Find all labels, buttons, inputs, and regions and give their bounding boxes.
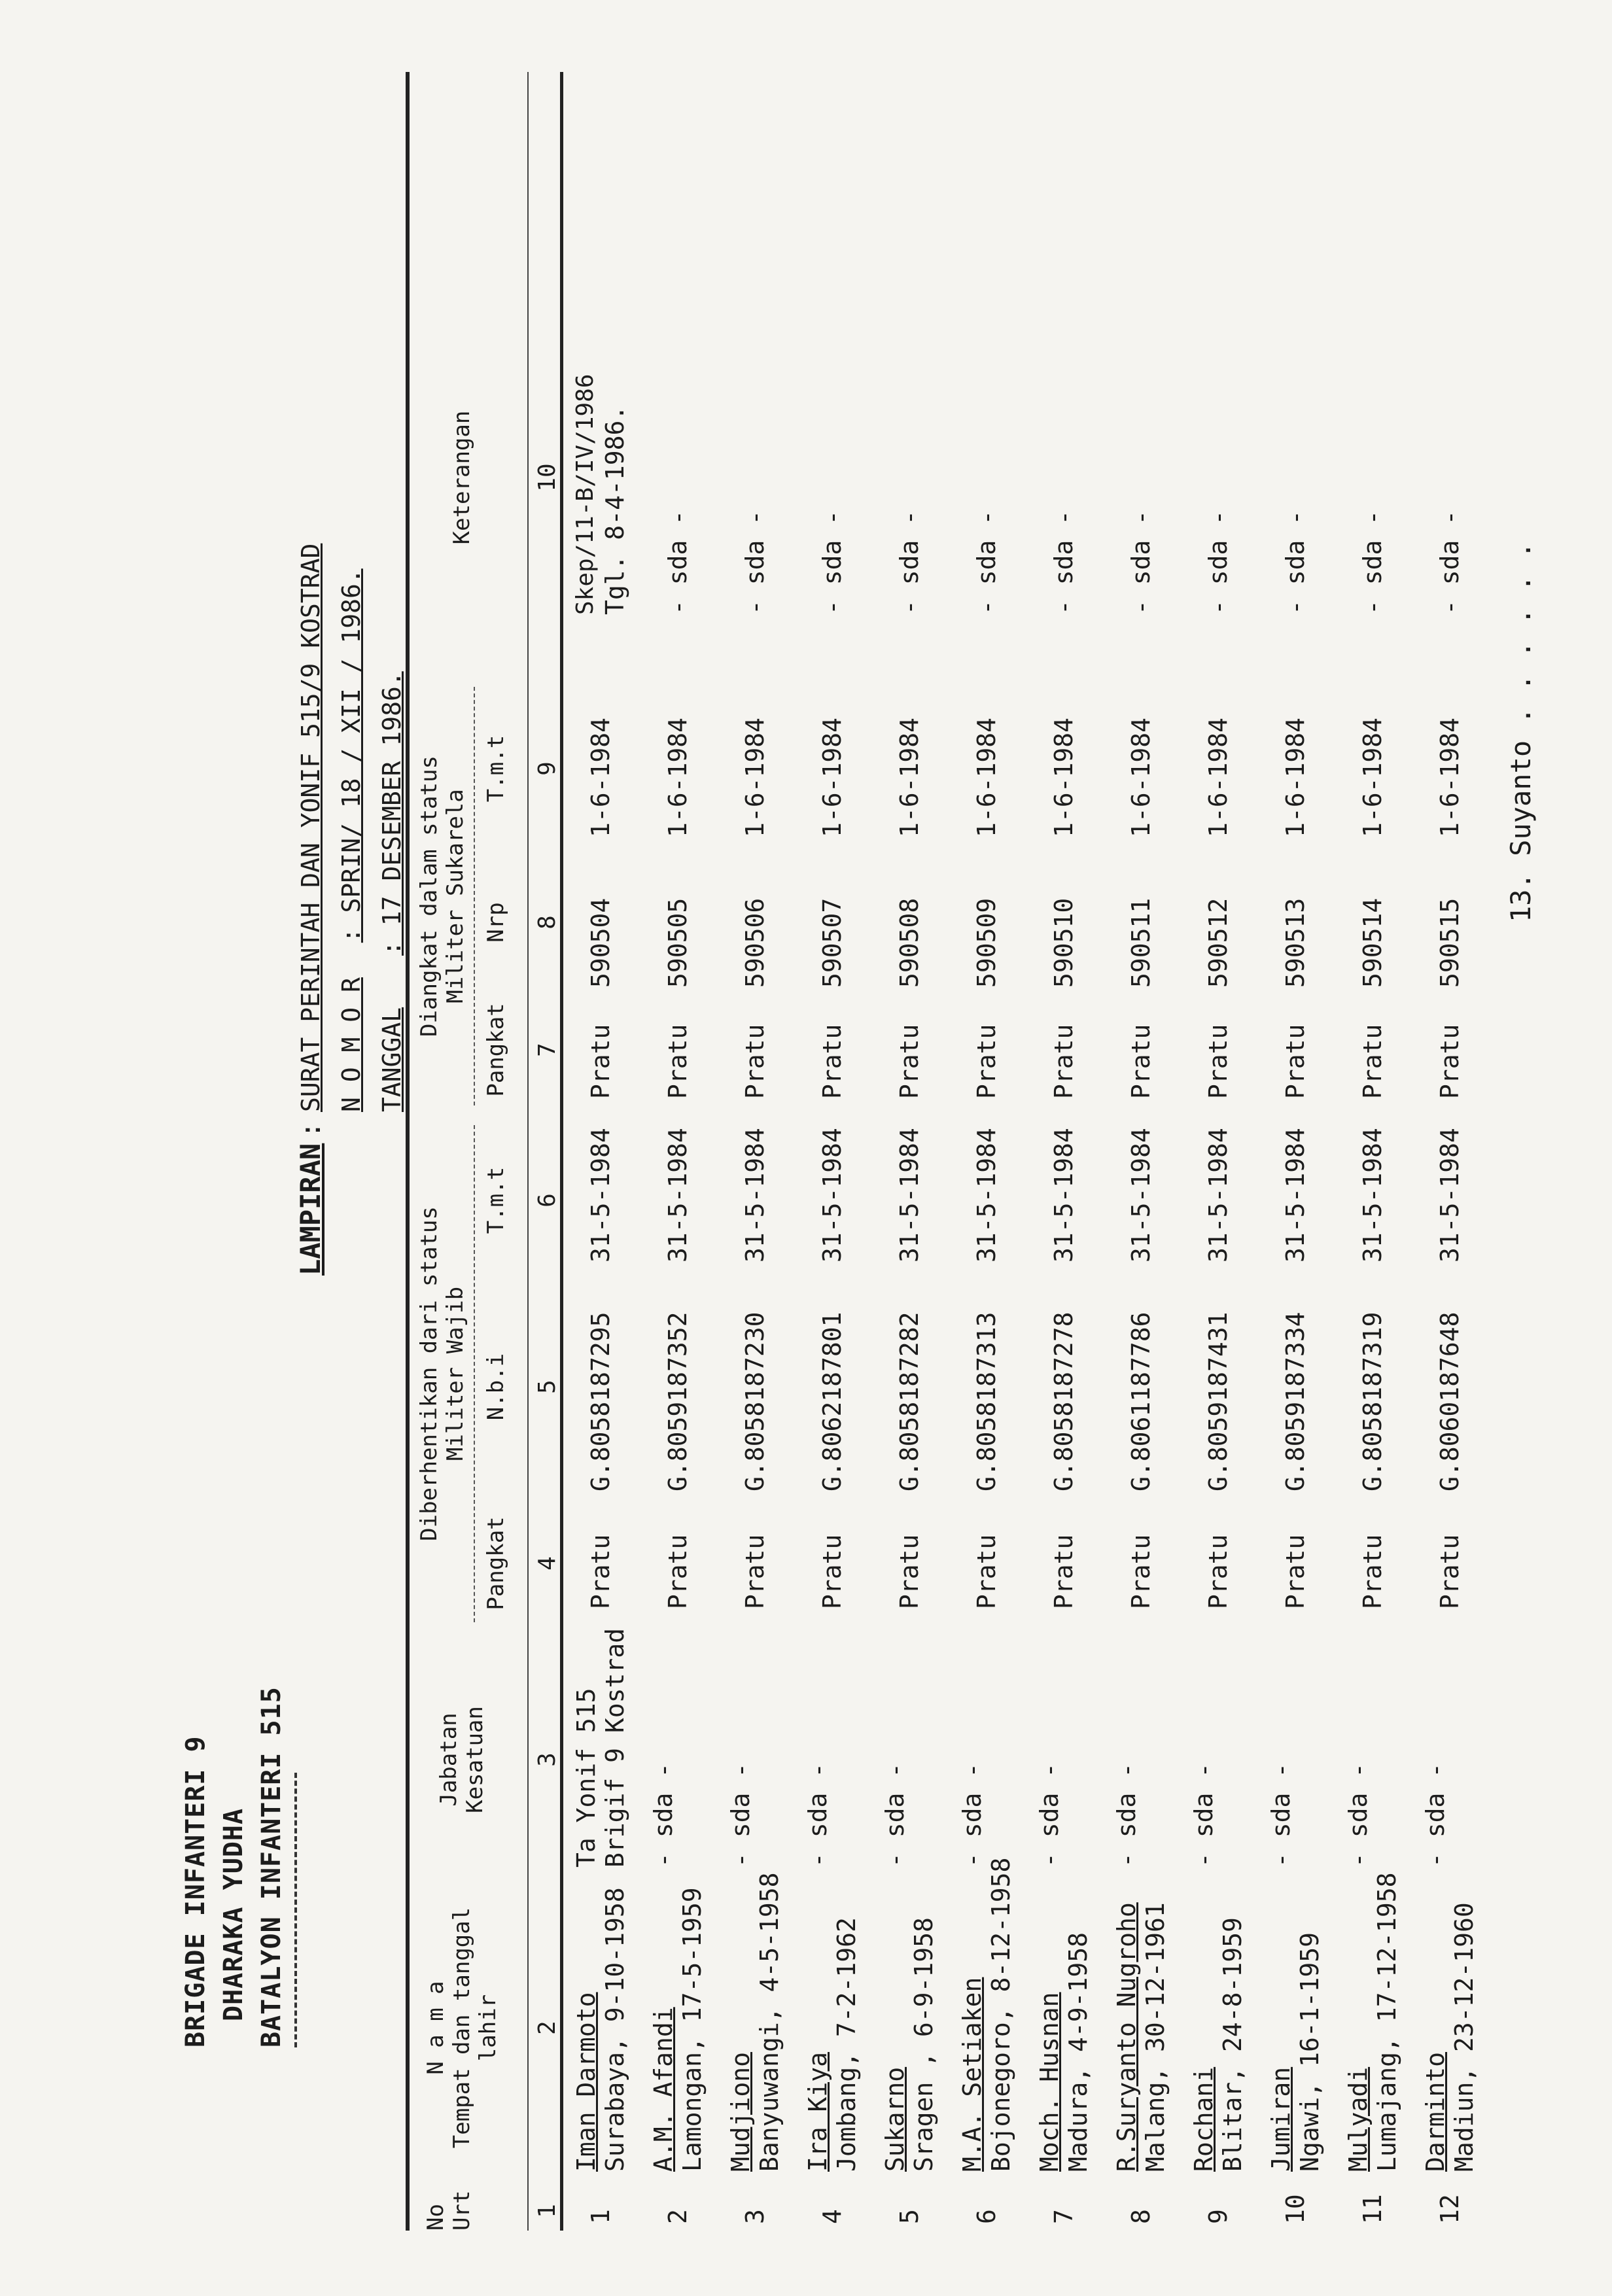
header-no-line1: No bbox=[423, 2204, 449, 2231]
cell-tmt-new: 1-6-1984 bbox=[1049, 717, 1078, 837]
cell-jabatan-line1: - sda - bbox=[1035, 1762, 1064, 1868]
table-row bbox=[724, 72, 797, 2231]
cell-keterangan-line1: - sda - bbox=[972, 510, 1001, 615]
cell-jabatan-line1: - sda - bbox=[1112, 1762, 1141, 1868]
cell-birth: Malang, 30-12-1961 bbox=[1141, 1902, 1170, 2172]
header-nama-line3: lahir bbox=[475, 1994, 501, 2062]
organization-header bbox=[177, 1686, 297, 2047]
cell-rank-new: Pratu bbox=[663, 1024, 692, 1099]
cell-rank-new: Pratu bbox=[1435, 1024, 1464, 1099]
table-row bbox=[569, 72, 643, 2231]
header-pangkat-new: Pangkat bbox=[483, 1003, 509, 1097]
cell-tmt-new: 1-6-1984 bbox=[895, 717, 924, 837]
cell-nrp: 590505 bbox=[663, 897, 692, 988]
cell-nbi: G.8059187352 bbox=[663, 1312, 692, 1491]
cell-rank-old: Pratu bbox=[972, 1534, 1001, 1609]
cell-nrp: 590513 bbox=[1281, 897, 1310, 988]
table-row bbox=[955, 72, 1029, 2231]
cell-keterangan-line1: - sda - bbox=[663, 510, 692, 615]
cell-keterangan-line1: - sda - bbox=[1435, 510, 1464, 615]
cell-nbi: G.8060187648 bbox=[1435, 1312, 1464, 1491]
header-nrp: Nrp bbox=[483, 902, 509, 943]
cell-birth: Lamongan, 17-5-1959 bbox=[678, 1887, 707, 2172]
table-row bbox=[878, 72, 952, 2231]
table-row bbox=[646, 72, 720, 2231]
cell-tmt-old: 31-5-1984 bbox=[663, 1128, 692, 1262]
cell-tmt-new: 1-6-1984 bbox=[1204, 717, 1233, 837]
header-no-line2: Urt bbox=[449, 2190, 475, 2231]
header-jabatan-line1: Jabatan bbox=[436, 1713, 462, 1807]
cell-tmt-old: 31-5-1984 bbox=[1281, 1128, 1310, 1262]
cell-nbi: G.8059187431 bbox=[1204, 1312, 1233, 1491]
table-row bbox=[1418, 72, 1492, 2231]
cell-jabatan-line1: - sda - bbox=[1344, 1762, 1373, 1868]
attachment-label: LAMPIRAN bbox=[294, 1143, 326, 1276]
org-line-2: DHARAKA YUDHA bbox=[219, 1807, 249, 2021]
cell-row-number: 10 bbox=[1281, 2194, 1310, 2224]
header-diangkat bbox=[416, 687, 468, 1105]
cell-keterangan-line1: - sda - bbox=[741, 510, 769, 615]
cell-jabatan-line1: - sda - bbox=[803, 1762, 832, 1868]
cell-tmt-old: 31-5-1984 bbox=[1358, 1128, 1387, 1262]
cell-nbi: G.8058187278 bbox=[1049, 1312, 1078, 1491]
col-number-5: 5 bbox=[534, 1380, 561, 1394]
cell-name: Mulyadi bbox=[1344, 2066, 1373, 2172]
header-diangkat-line1: Diangkat dalam status bbox=[416, 756, 442, 1037]
cell-nbi: G.8058187282 bbox=[895, 1312, 924, 1491]
cell-tmt-old: 31-5-1984 bbox=[1127, 1128, 1155, 1262]
header-group-rule-right bbox=[474, 687, 475, 1105]
cell-tmt-old: 31-5-1984 bbox=[1204, 1128, 1233, 1262]
cell-birth: Ngawi, 16-1-1959 bbox=[1295, 1932, 1324, 2172]
cell-nrp: 590509 bbox=[972, 897, 1001, 988]
cell-rank-old: Pratu bbox=[895, 1534, 924, 1609]
cell-birth: Sragen , 6-9-1958 bbox=[909, 1917, 938, 2172]
header-group-rule-left bbox=[474, 1125, 475, 1622]
cell-birth: Madura, 4-9-1958 bbox=[1064, 1932, 1093, 2172]
cell-rank-old: Pratu bbox=[741, 1534, 769, 1609]
cell-tmt-old: 31-5-1984 bbox=[818, 1128, 847, 1262]
cell-nrp: 590511 bbox=[1127, 897, 1155, 988]
tanggal-value: : 17 DESEMBER 1986. bbox=[377, 671, 406, 956]
cell-row-number: 3 bbox=[741, 2209, 769, 2224]
cell-tmt-old: 31-5-1984 bbox=[972, 1128, 1001, 1262]
header-tmt: T.m.t bbox=[483, 1166, 509, 1234]
cell-name: R.Suryanto Nugroho bbox=[1112, 1902, 1141, 2172]
col-number-8: 8 bbox=[534, 915, 561, 930]
cell-birth: Madiun, 23-12-1960 bbox=[1450, 1902, 1479, 2172]
cell-rank-old: Pratu bbox=[1204, 1534, 1233, 1609]
cell-rank-new: Pratu bbox=[741, 1024, 769, 1099]
cell-keterangan-line1: - sda - bbox=[818, 510, 847, 615]
cell-tmt-new: 1-6-1984 bbox=[1127, 717, 1155, 837]
cell-keterangan-line1: - sda - bbox=[1049, 510, 1078, 615]
cell-jabatan-line1: - sda - bbox=[1267, 1762, 1295, 1868]
header-nbi: N.b.i bbox=[483, 1353, 509, 1421]
cell-rank-new: Pratu bbox=[818, 1024, 847, 1099]
cell-row-number: 6 bbox=[972, 2209, 1001, 2224]
cell-birth: Surabaya, 9-10-1958 bbox=[601, 1887, 629, 2172]
tanggal-label: TANGGAL bbox=[377, 1007, 406, 1112]
cell-nrp: 590510 bbox=[1049, 897, 1078, 988]
cell-name: Rochani bbox=[1189, 2066, 1218, 2172]
cell-nrp: 590507 bbox=[818, 897, 847, 988]
cell-rank-new: Pratu bbox=[1127, 1024, 1155, 1099]
cell-jabatan-line1: Ta Yonif 515 bbox=[572, 1688, 601, 1868]
header-diberhentikan-line1: Diberhentikan dari status bbox=[416, 1206, 442, 1541]
cell-tmt-old: 31-5-1984 bbox=[1435, 1128, 1464, 1262]
header-no bbox=[423, 2185, 475, 2231]
table-row bbox=[1187, 72, 1261, 2231]
cell-name: Mudjiono bbox=[726, 2051, 755, 2172]
cell-nbi: G.8058187295 bbox=[586, 1312, 615, 1491]
cell-name: Iman Darmoto bbox=[572, 1992, 601, 2172]
cell-birth: Bojonegoro, 8-12-1958 bbox=[987, 1857, 1015, 2172]
table-row bbox=[801, 72, 875, 2231]
cell-rank-old: Pratu bbox=[663, 1534, 692, 1609]
cell-row-number: 8 bbox=[1127, 2209, 1155, 2224]
cell-rank-new: Pratu bbox=[972, 1024, 1001, 1099]
nomor-value: : SPRIN/ 18 / XII / 1986. bbox=[337, 568, 366, 943]
col-number-4: 4 bbox=[534, 1556, 561, 1571]
cell-rank-new: Pratu bbox=[1049, 1024, 1078, 1099]
cell-nbi: G.8059187334 bbox=[1281, 1312, 1310, 1491]
cell-birth: Jombang, 7-2-1962 bbox=[832, 1917, 861, 2172]
cell-rank-new: Pratu bbox=[1358, 1024, 1387, 1099]
cell-keterangan-line1: - sda - bbox=[895, 510, 924, 615]
header-diberhentikan-line2: Militer Wajib bbox=[442, 1286, 468, 1461]
cell-rank-old: Pratu bbox=[586, 1534, 615, 1609]
cell-tmt-new: 1-6-1984 bbox=[741, 717, 769, 837]
continuation-note: 13. Suyanto . . . . . . bbox=[1505, 542, 1537, 922]
cell-name: Ira Kiya bbox=[803, 2051, 832, 2172]
cell-tmt-new: 1-6-1984 bbox=[818, 717, 847, 837]
cell-keterangan-line1: - sda - bbox=[1127, 510, 1155, 615]
cell-jabatan-line1: - sda - bbox=[726, 1762, 755, 1868]
cell-keterangan-line1: - sda - bbox=[1358, 510, 1387, 615]
cell-nbi: G.8058187319 bbox=[1358, 1312, 1387, 1491]
org-line-3: BATALYON INFANTERI 515 bbox=[256, 1686, 287, 2047]
cell-row-number: 7 bbox=[1049, 2209, 1078, 2224]
org-line-1: BRIGADE INFANTERI 9 bbox=[181, 1735, 211, 2047]
cell-name: A.M. Afandi bbox=[649, 2007, 678, 2172]
cell-rank-old: Pratu bbox=[1435, 1534, 1464, 1609]
cell-jabatan-line1: - sda - bbox=[649, 1762, 678, 1868]
cell-jabatan-line1: - sda - bbox=[881, 1762, 909, 1868]
cell-row-number: 5 bbox=[895, 2209, 924, 2224]
cell-name: Sukarno bbox=[881, 2066, 909, 2172]
cell-nrp: 590514 bbox=[1358, 897, 1387, 988]
cell-tmt-old: 31-5-1984 bbox=[895, 1128, 924, 1262]
cell-tmt-new: 1-6-1984 bbox=[972, 717, 1001, 837]
header-tmt-new: T.m.t bbox=[483, 735, 509, 803]
cell-name: Moch. Husnan bbox=[1035, 1992, 1064, 2172]
header-jabatan bbox=[436, 1652, 488, 1868]
header-keterangan: Keterangan bbox=[449, 410, 475, 545]
cell-nbi: G.8058187230 bbox=[741, 1312, 769, 1491]
cell-jabatan-line1: - sda - bbox=[958, 1762, 987, 1868]
cell-tmt-new: 1-6-1984 bbox=[1358, 717, 1387, 837]
cell-tmt-old: 31-5-1984 bbox=[741, 1128, 769, 1262]
cell-nrp: 590512 bbox=[1204, 897, 1233, 988]
header-jabatan-line2: Kesatuan bbox=[462, 1706, 488, 1813]
table-row bbox=[1110, 72, 1183, 2231]
cell-rank-old: Pratu bbox=[818, 1534, 847, 1609]
cell-row-number: 9 bbox=[1204, 2209, 1233, 2224]
header-nama bbox=[423, 1884, 501, 2172]
cell-rank-old: Pratu bbox=[1049, 1534, 1078, 1609]
cell-tmt-old: 31-5-1984 bbox=[1049, 1128, 1078, 1262]
cell-tmt-new: 1-6-1984 bbox=[586, 717, 615, 837]
cell-tmt-new: 1-6-1984 bbox=[1281, 717, 1310, 837]
cell-nrp: 590504 bbox=[586, 897, 615, 988]
cell-jabatan-line1: - sda - bbox=[1421, 1762, 1450, 1868]
col-number-1: 1 bbox=[534, 2204, 561, 2218]
nomor-label: N O M O R bbox=[337, 977, 366, 1112]
header-nama-line2: Tempat dan tanggal bbox=[449, 1907, 475, 2149]
col-number-2: 2 bbox=[534, 2021, 561, 2035]
cell-birth: Banyuwangi, 4-5-1958 bbox=[755, 1872, 784, 2172]
cell-nbi: G.8062187801 bbox=[818, 1312, 847, 1491]
col-number-7: 7 bbox=[534, 1043, 561, 1057]
cell-row-number: 12 bbox=[1435, 2194, 1464, 2224]
cell-tmt-new: 1-6-1984 bbox=[1435, 717, 1464, 837]
cell-birth: Lumajang, 17-12-1958 bbox=[1373, 1872, 1401, 2172]
cell-rank-old: Pratu bbox=[1127, 1534, 1155, 1609]
cell-name: M.A. Setiaken bbox=[958, 1977, 987, 2172]
col-number-10: 10 bbox=[534, 463, 561, 492]
cell-name: Jumiran bbox=[1267, 2066, 1295, 2172]
table-row bbox=[1264, 72, 1338, 2231]
cell-keterangan-line1: - sda - bbox=[1281, 510, 1310, 615]
col-number-9: 9 bbox=[534, 761, 561, 776]
table-header bbox=[406, 72, 563, 2231]
cell-rank-new: Pratu bbox=[1281, 1024, 1310, 1099]
cell-tmt-new: 1-6-1984 bbox=[663, 717, 692, 837]
header-diberhentikan bbox=[416, 1125, 468, 1622]
table-body bbox=[569, 72, 1537, 2231]
table-row bbox=[1341, 72, 1415, 2231]
cell-nbi: G.8058187313 bbox=[972, 1312, 1001, 1491]
cell-rank-new: Pratu bbox=[895, 1024, 924, 1099]
cell-nrp: 590508 bbox=[895, 897, 924, 988]
col-number-6: 6 bbox=[534, 1193, 561, 1208]
attachment-colon: : bbox=[294, 1121, 326, 1138]
cell-tmt-old: 31-5-1984 bbox=[586, 1128, 615, 1262]
cell-name: Darminto bbox=[1421, 2051, 1450, 2172]
attachment-title: SURAT PERINTAH DAN YONIF 515/9 KOSTRAD bbox=[296, 543, 325, 1112]
cell-row-number: 4 bbox=[818, 2209, 847, 2224]
cell-nrp: 590515 bbox=[1435, 897, 1464, 988]
table-row bbox=[1032, 72, 1106, 2231]
cell-jabatan-line1: - sda - bbox=[1189, 1762, 1218, 1868]
cell-row-number: 2 bbox=[663, 2209, 692, 2224]
cell-keterangan-line2: Tgl. 8-4-1986. bbox=[601, 405, 629, 615]
header-number-rule bbox=[527, 72, 529, 2231]
header-diangkat-line2: Militer Sukarela bbox=[442, 789, 468, 1003]
header-nama-line1: N a m a bbox=[423, 1981, 449, 2075]
cell-nbi: G.8061187786 bbox=[1127, 1312, 1155, 1491]
cell-rank-new: Pratu bbox=[1204, 1024, 1233, 1099]
cell-birth: Blitar, 24-8-1959 bbox=[1218, 1917, 1247, 2172]
col-number-3: 3 bbox=[534, 1752, 561, 1767]
cell-nrp: 590506 bbox=[741, 897, 769, 988]
cell-rank-old: Pratu bbox=[1358, 1534, 1387, 1609]
cell-rank-old: Pratu bbox=[1281, 1534, 1310, 1609]
cell-keterangan-line1: - sda - bbox=[1204, 510, 1233, 615]
cell-row-number: 11 bbox=[1358, 2194, 1387, 2224]
cell-jabatan-line2: Brigif 9 Kostrad bbox=[601, 1627, 629, 1868]
org-underline bbox=[294, 1773, 297, 2047]
cell-row-number: 1 bbox=[586, 2209, 615, 2224]
header-pangkat: Pangkat bbox=[483, 1516, 509, 1610]
cell-keterangan-line1: Skep/11-B/IV/1986 bbox=[572, 374, 599, 615]
cell-rank-new: Pratu bbox=[586, 1024, 615, 1099]
